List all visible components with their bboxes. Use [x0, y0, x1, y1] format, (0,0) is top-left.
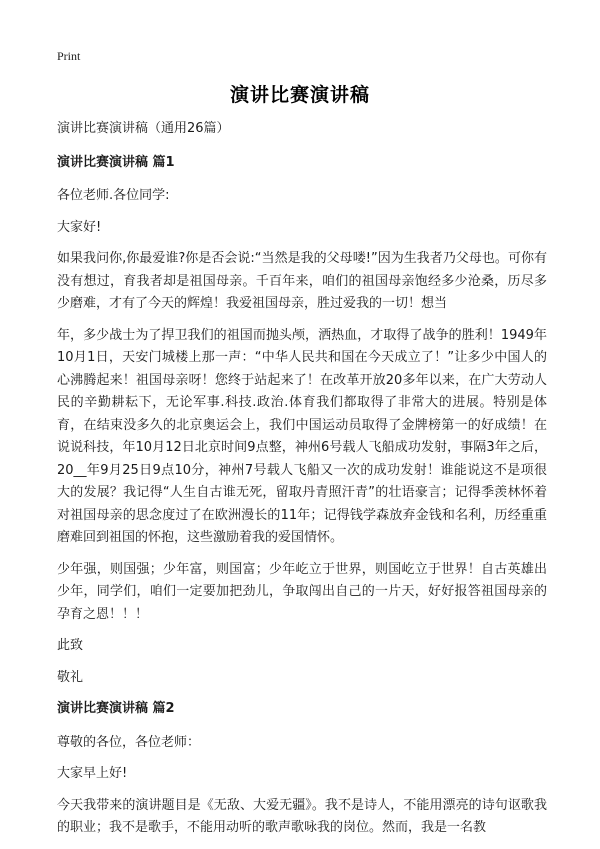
greeting: 大家好!: [57, 219, 102, 235]
salutation: 各位老师.各位同学:: [57, 188, 170, 203]
section-heading-1: 演讲比赛演讲稿 篇1: [57, 154, 175, 170]
greeting: 大家早上好!: [57, 766, 128, 781]
print-link[interactable]: Print: [57, 49, 81, 63]
paragraph: 今天我带来的演讲题目是《无敌、大爱无疆》。我不是诗人，不能用漂亮的诗句讴歌我的职业；我不是歌手，不能用动听的歌声歌咏我的岗位。然而，我是一名教: [57, 797, 547, 835]
closing-line: 敬礼: [57, 669, 84, 685]
salutation: 尊敬的各位，各位老师：: [57, 734, 201, 750]
document-body: [57, 118, 547, 849]
paragraph: 年，多少战士为了捍卫我们的祖国而抛头颅，洒热血，才取得了战争的胜利！1949年10月1日，天安门城楼上那一声：“中华人民共和国在今天成立了！”让多少中国人的心沸腾起来！祖国母亲呀！您终于站起来了！在改革开放20多年以来，在广大劳动人民的辛勤耕耘下，无论军事.科技.政治.体育我们都取得了非常大的进展。特别是体育，在结束没多久的北京奥运会上，我们中国运动员取得了金牌榜第一的好成绩！在说说科技，年10月12日北京时间9点整，神州6号载人飞船成功发射，事隔3年之后，20__年9月25日9点10分，神州7号载人飞船又一次的成功发射！谁能说这不是项很大的发展？我记得“人生自古谁无死，留取丹青照汗青”的壮语豪言；记得季羡林怀着对祖国母亲的思念度过了在欧洲漫长的11年；记得钱学森放弃金钱和名利，历经重重磨难回到祖国的怀抱，这些激励着我的爱国情怀。: [57, 327, 547, 545]
paragraph: 如果我问你,你最爱谁?你是否会说:“当然是我的父母喽!”因为生我者乃父母也。可你有没有想过，育我者却是祖国母亲。千百年来，咱们的祖国母亲饱经多少沧桑，历尽多少磨难，才有了今天的辉煌！我爱祖国母亲，胜过爱我的一切！想当: [57, 251, 547, 311]
closing-line: 此致: [57, 638, 84, 653]
paragraph: 少年强，则国强；少年富，则国富；少年屹立于世界，则国屹立于世界！自古英雄出少年，同学们，咱们一定要加把劲儿，争取闯出自己的一片天，好好报答祖国母亲的孕育之恩！！！: [57, 561, 547, 622]
document-subtitle: 演讲比赛演讲稿（通用26篇）: [57, 121, 230, 136]
page-title: 演讲比赛演讲稿: [229, 84, 370, 106]
section-heading-2: 演讲比赛演讲稿 篇2: [57, 701, 175, 716]
